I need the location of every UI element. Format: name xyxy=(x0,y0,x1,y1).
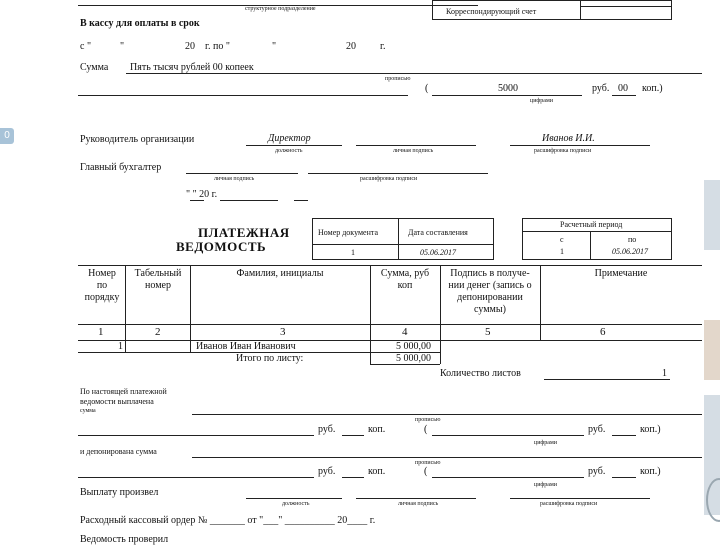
row-number: 1 xyxy=(118,341,123,352)
deco-block-mid xyxy=(704,320,720,380)
accountant-label: Главный бухгалтер xyxy=(80,162,162,173)
header-col-tab: Табельный номер xyxy=(134,268,182,291)
total-value: 5 000,00 xyxy=(396,353,431,364)
paid-line1: По настоящей платежной xyxy=(80,387,167,396)
amount-digits: 5000 xyxy=(498,83,518,94)
sum-label: Сумма xyxy=(80,62,109,73)
paid-by-label: Выплату произвел xyxy=(80,487,159,498)
sheets-value: 1 xyxy=(662,368,667,379)
checked-label: Ведомость проверил xyxy=(80,534,169,545)
unit-caption: структурное подразделение xyxy=(245,6,316,12)
sheets-label: Количество листов xyxy=(440,368,521,379)
sum-words: Пять тысяч рублей 00 копеек xyxy=(130,62,254,73)
pay-by-label: В кассу для оплаты в срок xyxy=(80,18,200,29)
header-col-name: Фамилия, инициалы xyxy=(236,268,324,279)
cash-order-line: Расходный кассовый ордер № _______ от "___" __________ 20____ г. xyxy=(80,515,376,526)
doc-info-box xyxy=(312,218,494,260)
total-label: Итого по листу: xyxy=(236,353,304,364)
head-position: Директор xyxy=(268,133,311,144)
doc-title-line1: ПЛАТЕЖНАЯ xyxy=(198,225,290,240)
colnum-1: 1 xyxy=(98,326,104,338)
row-name: Иванов Иван Иванович xyxy=(196,341,296,352)
header-col-sum: Сумма, руб коп xyxy=(380,268,430,291)
colnum-3: 3 xyxy=(280,326,286,338)
header-col-number: Номер по порядку xyxy=(84,268,120,303)
period-header: Расчетный период xyxy=(560,220,623,229)
period-to-value: 05.06.2017 xyxy=(612,247,648,256)
colnum-2: 2 xyxy=(155,326,161,338)
doc-date-value: 05.06.2017 xyxy=(420,248,456,257)
deposit-label: и депонирована сумма xyxy=(80,447,157,456)
payment-sheet-document: структурное подразделение Корреспондирующий счет В кассу для оплаты в срок с " " 20 г. по " " 20 г. Сумма Пять тысяч рублей 00 копеек прописью ( 5000 руб. 00 коп.) цифрами Руководитель организации Директор Иванов И.И. должность личная подпись расшифровка подписи Главный бухгалтер личная подпись расшифровка подписи " " 20 г. ПЛАТЕЖНАЯ ВЕДОМОСТЬ Номер документа Дата составления 1 05.06.2017 Расчетный период с по 1 05.06.2017 Номер по порядку Табельный номер Фамилия, инициалы Сумма, руб коп Подпись в получе- нии денег (запись о депонировании суммы) Примечание 1 2 3 4 5 6 1 Иванов Иван Иванович 5 000,00 Итого по листу: 5 000,00 Количество листов 1 По настоящей платежной ведомости выплачена сумма прописью руб. коп. ( руб. коп.) цифрами и депонирована сумма прописью руб. коп. ( руб. коп.) цифрами Выплату произвел должность личная подпись расшифровка подписи Расходный кассовый ордер № _______ от "___" __________ 20____ г. Ведомость проверил 0 xyxy=(0,0,720,540)
slide-number-badge: 0 xyxy=(0,128,14,144)
colnum-4: 4 xyxy=(402,326,408,338)
row-sum: 5 000,00 xyxy=(396,341,431,352)
header-col-note: Примечание xyxy=(594,268,648,279)
doc-title-line2: ВЕДОМОСТЬ xyxy=(176,239,267,254)
doc-date-header: Дата составления xyxy=(408,228,468,237)
deco-block-top xyxy=(704,180,720,250)
doc-number-value: 1 xyxy=(351,248,355,257)
colnum-5: 5 xyxy=(485,326,491,338)
period-from-value: 1 xyxy=(560,247,564,256)
sign-date-line: " " 20 г. xyxy=(186,189,218,200)
paid-line2: ведомости выплачена xyxy=(80,397,154,406)
colnum-6: 6 xyxy=(600,326,606,338)
header-col-sign: Подпись в получе- нии денег (запись о депонировании суммы) xyxy=(448,268,532,315)
corr-account-label: Корреспондирующий счет xyxy=(446,7,537,16)
head-label: Руководитель организации xyxy=(80,134,195,145)
doc-number-header: Номер документа xyxy=(318,228,379,237)
head-name: Иванов И.И. xyxy=(542,133,595,144)
